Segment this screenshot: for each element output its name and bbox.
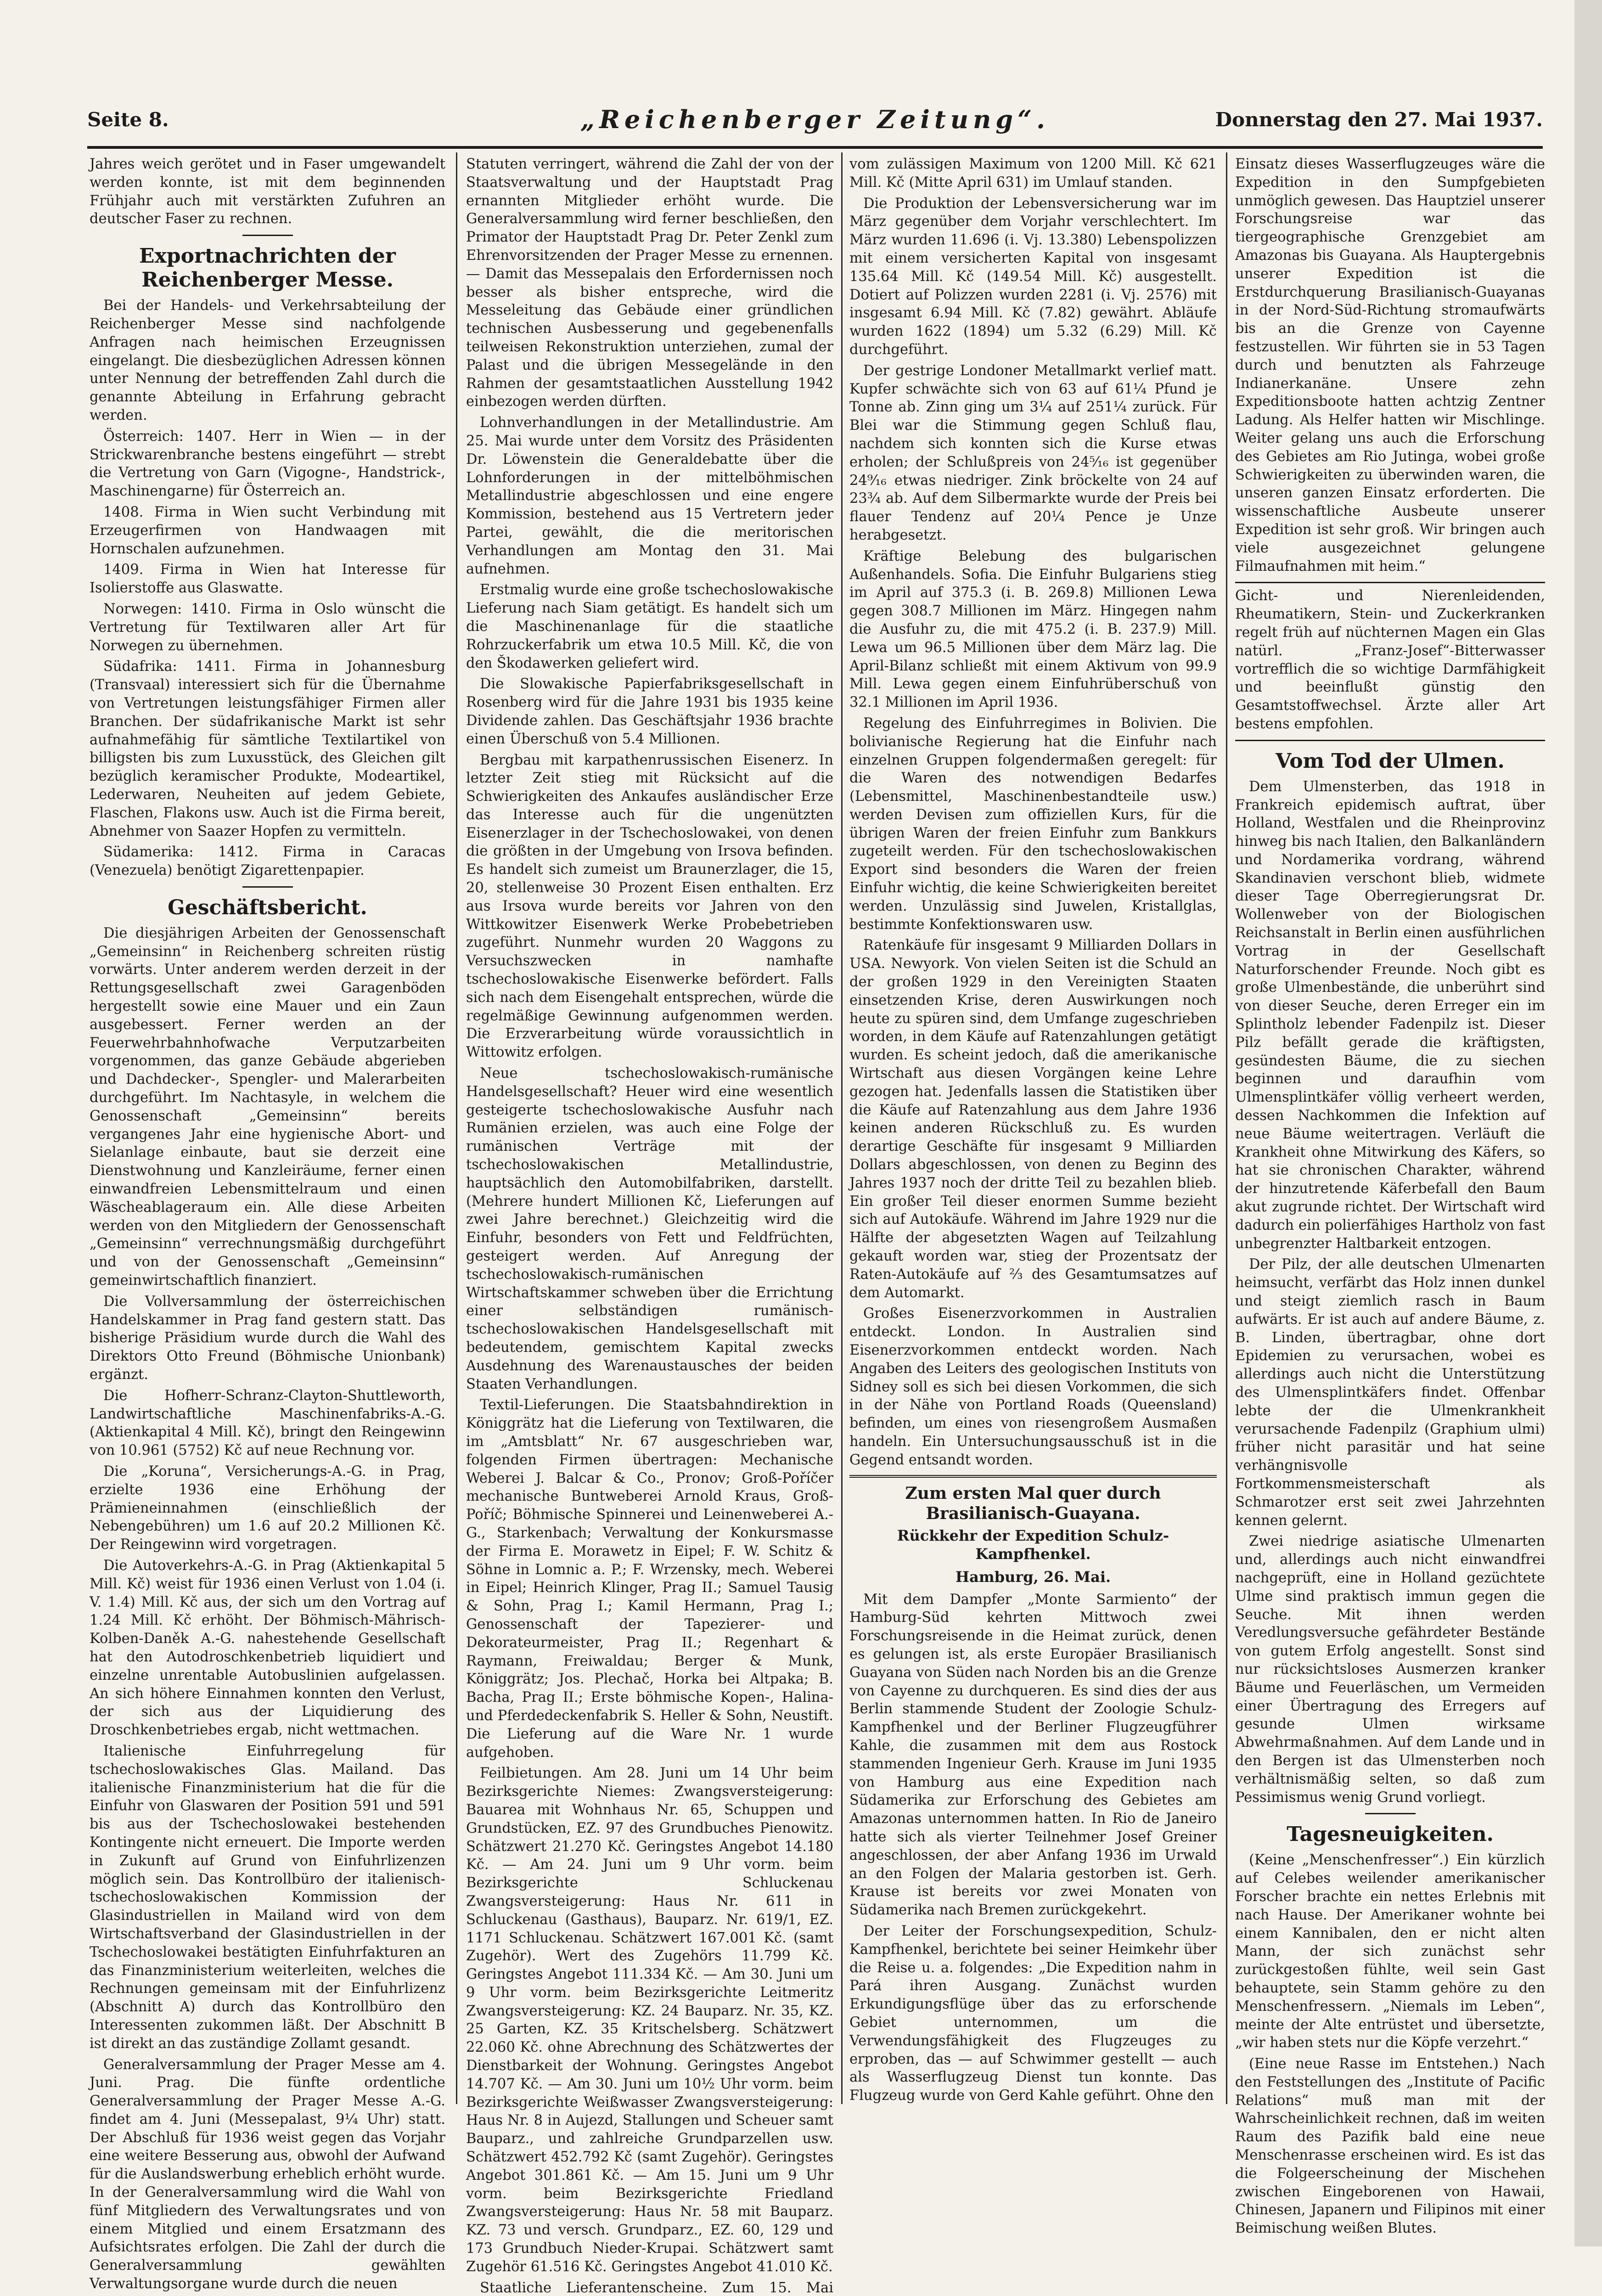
article-paragraph: Regelung des Einfuhrregimes in Bolivien. Die bolivianische Regierung hat die Einfuhr nach einzelnen Gruppen folgendermaßen geregelt: für die Waren des notwendigen Bedarfes (Lebensmittel, Maschinenbestandteile usw.) werden Devisen zum offiziellen Kurs, für die übrigen Waren der freien Einfuhr zum Bankkurs zugeteilt werden. Für den tschechoslowakischen Export sind besonders die Waren der freien Einfuhr wichtig, die keine Schwierigkeiten bereitet werden. Unzulässig sind Juwelen, Kristallglas, bestimmte Konfektionswaren usw. bbox=[849, 715, 1217, 933]
section-heading: Exportnachrichten der Reichenberger Messe. bbox=[139, 244, 396, 292]
article-paragraph: Italienische Einfuhrregelung für tschechoslowakisches Glas. Mailand. Das italienische Finanzministerium hat die für die Einfuhr von Glaswaren der Position 591 und 591 bis aus der Tschechoslowakei bestehenden Kontingente nicht erneuert. Die Importe werden in Zukunft auf Grund von Einfuhrlizenzen möglich sein. Das Kontrollbüro der italienisch-tschechoslowakischen Kommission der Glasindustriellen in Mailand wird von dem Wirtschaftsverband der Glasindustriellen in der Tschechoslowakei bestätigten Einfuhrfakturen an das Finanzministerium weiterleiten, welches die Rechnungen gemeinsam mit der Einfuhrlizenz (Abschnitt A) durch das Kontrollbüro den Interessenten zukommen läßt. Der Abschnitt B ist direkt an das zuständige Zollamt gesandt. bbox=[90, 1743, 445, 2052]
article-heading: Zum ersten Mal quer durch Brasilianisch-Guayana. bbox=[905, 1483, 1161, 1523]
article-paragraph: Norwegen: 1410. Firma in Oslo wünscht die Vertretung für Textilwaren aller Art für Norwegen zu übernehmen. bbox=[90, 601, 445, 654]
article-paragraph: 1408. Firma in Wien sucht Verbindung mit Erzeugerfirmen von Handwaagen mit Hornschalen aufzunehmen. bbox=[90, 504, 445, 557]
separator bbox=[849, 1475, 1217, 1478]
article-paragraph: Dem Ulmensterben, das 1918 in Frankreich epidemisch auftrat, über Holland, Westfalen und die Rheinprovinz hinweg bis nach Italien, den Balkanländern und Nordamerika vordrang, während Skandinavien verschont blieb, widmete dieser Tage Oberregierungsrat Dr. Wollenweber von der Biologischen Reichsanstalt in Berlin einen ausführlichen Vortrag in der Gesellschaft Naturforschender Freunde. Noch gibt es große Ulmenbestände, die unberührt sind von dieser Seuche, deren Erreger ein im Splintholz lebender Fadenpilz ist. Dieser Pilz befällt gerade die kräftigsten, gesündesten Bäume, die zu siechen beginnen und daraufhin vom Ulmensplintkäfer völlig verheert werden, dessen Nachkommen die Infektion auf neue Bäume weitertragen. Verläuft die Krankheit ohne Mitwirkung des Käfers, so hat sie chronischen Charakter, während der hinzutretende Käferbefall den Baum akut zugrunde richtet. Der Wirtschaft wird dadurch ein polierfähiges Hartholz von fast unbegrenzter Haltbarkeit entzogen. bbox=[1235, 778, 1545, 1252]
separator bbox=[1365, 1813, 1416, 1814]
advertisement-text: Gicht- und Nierenleidenden, Rheumatikern, Stein- und Zuckerkranken regelt früh auf nüchternen Magen ein Glas natürl. „Franz-Josef“-Bitterwasser vortrefflich die so wichtige Darmfähigkeit und beeinflußt günstig den Gesamtstoffwechsel. Ärzte aller Art bestens empfohlen. bbox=[1235, 588, 1545, 732]
article-paragraph: Generalversammlung der Prager Messe am 4. Juni. Prag. Die fünfte ordentliche Generalversammlung der Prager Messe A.-G. findet am 4. Juni (Messepalast, 9¼ Uhr) statt. Der Abschluß für 1936 weist gegen das Vorjahr eine weitere Besserung aus, obwohl der Aufwand für die Auslandswerbung erheblich erhöht wurde. In der Generalversammlung wird die Wahl von fünf Mitgliedern des Verwaltungsrates und von einem Mitglied und einem Ersatzmann des Aufsichtsrates erfolgen. Die Zahl der durch die Generalversammlung gewählten Verwaltungsorgane wurde durch die neuen bbox=[90, 2056, 445, 2292]
section-heading: Vom Tod der Ulmen. bbox=[1276, 749, 1505, 773]
article-paragraph: Österreich: 1407. Herr in Wien — in der Strickwarenbranche bestens eingeführt — strebt die Vertretung von Garn (Vigogne-, Handstrick-, Maschinengarne) für Österreich an. bbox=[90, 428, 445, 500]
article-paragraph: Erstmalig wurde eine große tschechoslowakische Lieferung nach Siam getätigt. Es handelt sich um die Maschinenanlage für die staatliche Rohrzuckerfabrik um etwa 10.5 Mill. Kč, die von den Škodawerken geliefert wird. bbox=[466, 582, 833, 671]
column-4 bbox=[1235, 155, 1545, 2237]
article-paragraph: Die Vollversammlung der österreichischen Handelskammer in Prag fand gestern statt. Das bisherige Präsidium wurde durch die Wahl des Direktors Otto Freund (Böhmische Unionbank) ergänzt. bbox=[90, 1293, 445, 1383]
article-paragraph: Die Slowakische Papierfabriksgesellschaft in Rosenberg wird für die Jahre 1931 bis 1935 keine Dividende zahlen. Das Geschäftsjahr 1936 brachte einen Überschuß von 5.4 Millionen. bbox=[466, 676, 833, 747]
article-paragraph: Jahres weich gerötet und in Faser umgewandelt werden konnte, ist mit dem beginnenden Frühjahr auch mit verstärkten Zufuhren an deutscher Faser zu rechnen. bbox=[90, 156, 445, 227]
article-paragraph: Feilbietungen. Am 28. Juni um 14 Uhr beim Bezirksgerichte Niemes: Zwangsversteigerung: Bauarea mit Wohnhaus Nr. 65, Schuppen und Grundstücken, EZ. 97 des Grundbuches Pienowitz. Schätzwert 21.270 Kč. Geringstes Angebot 14.180 Kč. — Am 24. Juni um 9 Uhr vorm. beim Bezirksgerichte Schluckenau Zwangsversteigerung: Haus Nr. 611 in Schluckenau (Gasthaus), Bauparz. Nr. 619/1, EZ. 1171 Schluckenau. Schätzwert 167.001 Kč. (samt Zugehör). Wert des Zugehörs 11.799 Kč. Geringstes Angebot 111.334 Kč. — Am 30. Juni um 9 Uhr vorm. beim Bezirksgerichte Leitmeritz Zwangsversteigerung: KZ. 24 Bauparz. Nr. 35, KZ. 25 Garten, KZ. 35 Kritschelsberg. Schätzwert 22.060 Kč. ohne Abrechnung des Schätzwertes der Dienstbarkeit der Wohnung. Geringstes Angebot 14.707 Kč. — Am 30. Juni um 10½ Uhr vorm. beim Bezirksgerichte Weißwasser Zwangsversteigerung: Haus Nr. 8 in Aujezd, Stallungen und Scheuer samt Bauparz., und zahlreiche Grundparzellen usw. Schätzwert 452.792 Kč (samt Zugehör). Geringstes Angebot 301.861 Kč. — Am 15. Juni um 9 Uhr vorm. beim Bezirksgerichte Friedland Zwangsversteigerung: Haus Nr. 58 mit Bauparz. KZ. 73 und versch. Grundparz., EZ. 60, 129 und 173 Grundbuch Nieder-Krupai. Schätzwert samt Zugehör 61.516 Kč. Geringstes Angebot 41.010 Kč. bbox=[466, 1765, 833, 2275]
column-2 bbox=[466, 155, 833, 2296]
article-paragraph: Die Autoverkehrs-A.-G. in Prag (Aktienkapital 5 Mill. Kč) weist für 1936 einen Verlust von 1.04 (i. V. 1.4) Mill. Kč aus, der sich um den Vortrag auf 1.24 Mill. Kč erhöht. Der Böhmisch-Mährisch-Kolben-Daněk A.-G. nahestehende Gesellschaft hat den Autodroschkenbetrieb liquidiert und einzelne unrentable Autobuslinien aufgelassen. An sich höhere Einnahmen konnten den Verlust, der sich aus der Liquidierung des Droschkenbetriebes ergab, nicht wettmachen. bbox=[90, 1557, 445, 1739]
article-paragraph: Neue tschechoslowakisch-rumänische Handelsgesellschaft? Heuer wird eine wesentlich gesteigerte tschechoslowakische Ausfuhr nach Rumänien erzielen, was auch eine Folge der rumänischen Verträge mit der tschechoslowakischen Metallindustrie, hauptsächlich den Automobilfabriken, darstellt. (Mehrere hundert Millionen Kč, Lieferungen auf zwei Jahre berechnet.) Gleichzeitig wird die Einfuhr, besonders von Fett und Feldfrüchten, gesteigert werden. Auf Anregung der tschechoslowakisch-rumänischen Wirtschaftskammer schweben über die Errichtung einer selbständigen rumänisch-tschechoslowakischen Handelsgesellschaft mit bedeutendem, gemischtem Kapital zwecks Ausdehnung des Warenaustausches der beiden Staaten Verhandlungen. bbox=[466, 1065, 833, 1392]
separator bbox=[242, 235, 293, 236]
article-paragraph: Südafrika: 1411. Firma in Johannesburg (Transvaal) interessiert sich für die Übernahme von Vertretungen leistungsfähiger Firmen aller Branchen. Der südafrikanische Markt ist sehr aufnahmefähig für sämtliche Textilartikel von billigsten bis zum Luxusstück, des Gleichen gilt bezüglich keramischer Produkte, Modeartikel, Lederwaren, Neuheiten auf jedem Gebiete, Flaschen, Flakons usw. Auch ist die Firma bereit, Abnehmer von Saazer Hopfen zu vermitteln. bbox=[90, 658, 445, 839]
issue-date: Donnerstag den 27. Mai 1937. bbox=[1215, 108, 1543, 131]
article-paragraph: Die Hofherr-Schranz-Clayton-Shuttleworth, Landwirtschaftliche Maschinenfabriks-A.-G. (Aktienkapital 4 Mill. Kč), bringt den Reingewinn von 10.961 (5752) Kč auf neue Rechnung vor. bbox=[90, 1387, 445, 1459]
section-heading: Geschäftsbericht. bbox=[168, 895, 367, 919]
header-rule bbox=[87, 146, 1543, 149]
article-paragraph: vom zulässigen Maximum von 1200 Mill. Kč 621 Mill. Kč (Mitte April 631) im Umlauf standen. bbox=[849, 156, 1217, 191]
column-3 bbox=[849, 155, 1217, 2102]
masthead: „Reichenberger Zeitung“. bbox=[580, 105, 1050, 134]
article-paragraph: Südamerika: 1412. Firma in Caracas (Venezuela) benötigt Zigarettenpapier. bbox=[90, 844, 445, 879]
article-subheading: Rückkehr der Expedition Schulz-Kampfhenkel. bbox=[897, 1526, 1169, 1563]
article-paragraph: Staatliche Lieferantenscheine. Zum 15. Mai bbox=[480, 2279, 833, 2296]
article-paragraph: (Eine neue Rasse im Entstehen.) Nach den Feststellungen des „Institute of Pacific Relations“ muß man mit der Wahrscheinlichkeit rechnen, daß im weiten Raum des Pazifik bald eine neue Menschenrasse erscheinen wird. Es ist das die Folgeerscheinung der Mischehen zwischen Eingeborenen von Hawaii, Chinesen, Japanern und Filipinos mit einer Beimischung weißen Blutes. bbox=[1235, 2056, 1545, 2237]
page-header bbox=[87, 105, 1543, 141]
article-paragraph: Der Pilz, der alle deutschen Ulmenarten heimsucht, verfärbt das Holz innen dunkel und steigt ziemlich rasch in Baum aufwärts. Er ist auch auf andere Bäume, z. B. Linden, übertragbar, ohne dort Epidemien zu verursachen, wobei es allerdings auch nicht die Unterstützung des Ulmensplintkäfers findet. Offenbar lebte der die Ulmenkrankheit verursachende Fadenpilz (Graphium ulmi) früher nicht parasitär und hat seine verhängnisvolle Fortkommensmeisterschaft als Schmarotzer erst seit zwei Jahrzehnten kennen gelernt. bbox=[1235, 1256, 1545, 1529]
article-paragraph: Statuten verringert, während die Zahl der von der Staatsverwaltung und der Hauptstadt Prag ernannten Mitglieder erhöht wurde. Die Generalversammlung wird ferner beschließen, den Primator der Hauptstadt Prag Dr. Peter Zenkl zum Ehrenvorsitzenden der Prager Messe zu ernennen. — Damit das Messepalais den Erfordernissen noch besser als bisher entspreche, wird die Messeleitung das Gebäude einer gründlichen technischen Ausbesserung und gegebenenfalls teilweisen Rekonstruktion unterziehen, zumal der Palast und die übrigen Messegelände in den Rahmen der gesamtstaatlichen Ausstellung 1942 einbezogen werden dürften. bbox=[466, 156, 833, 410]
article-paragraph: 1409. Firma in Wien hat Interesse für Isolierstoffe aus Glaswatte. bbox=[90, 562, 445, 597]
advertisement-box bbox=[1235, 582, 1545, 741]
article-paragraph: Textil-Lieferungen. Die Staatsbahndirektion in Königgrätz hat die Lieferung von Textilwaren, die im „Amtsblatt“ Nr. 67 ausgeschrieben war, folgenden Firmen übertragen: Mechanische Weberei J. Balcar & Co., Pronov; Groß-Poříčer mechanische Buntweberei Arnold Kraus, Groß-Poříč; Böhmische Spinnerei und Leinenweberei A.-G., Starkenbach; Verwaltung der Konkursmasse der Firma E. Morawetz in Eipel; F. W. Schitz & Söhne in Lomnic a. P.; F. Wrzensky, mech. Weberei in Eipel; Heinrich Klinger, Prag II.; Samuel Tausig & Sohn, Prag I.; Kamil Hermann, Prag I.; Genossenschaft der Tapezierer- und Dekorateurmeister, Prag II.; Regenhart & Raymann, Freiwaldau; Berger & Munk, Königgrätz; Jos. Plechač, Horka bei Altpaka; B. Bacha, Prag II.; Erste böhmische Kopen-, Halina- und Pferdedeckenfabrik S. Heller & Sohn, Neustift. Die Lieferung auf die Ware Nr. 1 wurde aufgehoben. bbox=[466, 1397, 833, 1761]
scan-edge bbox=[1574, 0, 1602, 2246]
article-paragraph: Zwei niedrige asiatische Ulmenarten und, allerdings auch nicht einwandfrei nachgeprüft, eine in Holland gezüchtete Ulme sind praktisch immun gegen die Seuche. Mit ihnen werden Veredlungsversuche gefährdeter Bestände von gutem Erfolg angestellt. Sonst sind nur rücksichtsloses Ausmerzen kranker Bäume und Feuerläschen, um Vermeiden einer Übertragung des Erregers auf gesunde Ulmen wirksame Abwehrmaßnahmen. Auf dem Lande und in den Bergen ist das Ulmensterben noch verhältnismäßig selten, so daß zum Pessimismus wenig Grund vorliegt. bbox=[1235, 1533, 1545, 1806]
article-paragraph: Der gestrige Londoner Metallmarkt verlief matt. Kupfer schwächte sich von 63 auf 61¼ Pfund je Tonne ab. Zinn ging um 3¼ auf 251¼ zurück. Für Blei war die Stimmung gegen Schluß flau, nachdem sich konnten sich die Kurse etwas erholen; der Schlußpreis von 24⁵⁄₁₆ ist gegenüber 24⁹⁄₁₆ etwas niedriger. Zink bröckelte von 24 auf 23¾ ab. Auf dem Silbermarkte wurde der Preis bei flauer Tendenz auf 20¼ Pence je Unze herabgesetzt. bbox=[849, 362, 1217, 543]
column-1 bbox=[90, 155, 445, 2292]
article-paragraph: Bergbau mit karpathenrussischen Eisenerz. In letzter Zeit stieg mit Rücksicht auf die Schwierigkeiten des Ankaufes ausländischer Erze das Interesse auch für die ungenützten Eisenerzlager in der Tschechoslowakei, von denen die größten in der Umgebung von Irsova befinden. Es handelt sich zumeist um Braunerzlager, die 15, 20, stellenweise 30 Prozent Eisen enthalten. Erz aus Irsova wurde bereits vor Jahren von den Wittkowitzer Eisenwerk Werke Probebetrieben zugeführt. Nunmehr wurden 20 Waggons zu Versuchszwecken in namhafte tschechoslowakische Eisenwerke befördert. Falls sich nach dem Eisengehalt entsprechen, würde die regelmäßige Gewinnung aufgenommen werden. Die Erzverarbeitung würde voraussichtlich in Wittowitz erfolgen. bbox=[466, 752, 833, 1061]
article-paragraph: Kräftige Belebung des bulgarischen Außenhandels. Sofia. Die Einfuhr Bulgariens stieg im April auf 375.3 (i. B. 269.8) Millionen Lewa gegen 308.7 Millionen im März. Hingegen nahm die Ausfuhr zu, die mit 475.2 (i. B. 237.9) Mill. Lewa um 96.5 Millionen über dem März lag. Die April-Bilanz schließt mit einem Aktivum von 99.9 Mill. Lewa gegen einem Einfuhrüberschuß von 32.1 Millionen im April 1936. bbox=[849, 548, 1217, 711]
article-paragraph: (Keine „Menschenfresser“.) Ein kürzlich auf Celebes weilender amerikanischer Forscher brachte ein nettes Erlebnis mit nach Hause. Der Amerikaner wohnte bei einem Kannibalen, den er nicht alten Mann, der sich zunächst sehr zurückgestoßen fühlte, weil sein Gast behauptete, sein Stamm gehöre zu den Menschenfressern. „Niemals im Leben“, meinte der Alte entrüstet und übersetzte, „wir haben stets nur die Köpfe verzehrt.“ bbox=[1235, 1852, 1545, 2051]
section-heading: Tagesneuigkeiten. bbox=[1287, 1823, 1494, 1846]
column-rule bbox=[456, 152, 457, 2104]
article-dateline: Hamburg, 26. Mai. bbox=[955, 1568, 1111, 1586]
article-paragraph: Die diesjährigen Arbeiten der Genossenschaft „Gemeinsinn“ in Reichenberg schreiten rüstig vorwärts. Unter anderem werden derzeit in der Rettungsgesellschaft zwei Garagenböden hergestellt sowie eine Mauer und ein Zaun ausgebessert. Ferner werden an der Feuerwehrbahnhofwache Verputzarbeiten vorgenommen, das ganze Gebäude abgerieben und Dachdecker-, Spengler- und Malerarbeiten durchgeführt. Im Nachtasyle, in welchem die Genossenschaft „Gemeinsinn“ bereits vergangenes Jahr eine hygienische Abort- und Sielanlage einbaute, baut sie derzeit eine Dienstwohnung und Kanzleiräume, ferner einen einwandfreien Lebensmittelraum und einen Wäscheablageraum ein. Alle diese Arbeiten werden von den Mitgliedern der Genossenschaft „Gemeinsinn“ verrechnungsmäßig durchgeführt und von der Genossenschaft „Gemeinsinn“ gemeinwirtschaftlich finanziert. bbox=[90, 925, 445, 1289]
article-paragraph: Bei der Handels- und Verkehrsabteilung der Reichenberger Messe sind nachfolgende Anfragen nach heimischen Erzeugnissen eingelangt. Die diesbezüglichen Adressen können unter Nennung der betreffenden Zahl durch die genannte Abteilung in Erfahrung gebracht werden. bbox=[90, 298, 445, 423]
article-paragraph: Großes Eisenerzvorkommen in Australien entdeckt. London. In Australien sind Eisenerzvorkommen entdeckt worden. Nach Angaben des Leiters des geologischen Instituts von Sidney soll es sich bei diesen Vorkommen, die sich in der Nähe von Portland Roads (Queensland) befinden, um eines von riesengroßem Ausmaßen handeln. Ein Untersuchungsausschuß ist in die Gegend entsandt worden. bbox=[849, 1306, 1217, 1468]
article-paragraph: Lohnverhandlungen in der Metallindustrie. Am 25. Mai wurde unter dem Vorsitz des Präsidenten Dr. Löwenstein die Generaldebatte über die Lohnforderungen in der mittelböhmischen Metallindustrie abgeschlossen und eine engere Kommission, bestehend aus 15 Vertretern jeder Partei, gewählt, die die meritorischen Verhandlungen am Montag den 31. Mai aufnehmen. bbox=[466, 415, 833, 577]
article-paragraph: Der Leiter der Forschungsexpedition, Schulz-Kampfhenkel, berichtete bei seiner Heimkehr über die Reise u. a. folgendes: „Die Expedition nahm in Pará ihren Ausgang. Zunächst wurden Erkundigungsflüge über das zu erforschende Gebiet unternommen, um die Verwendungsfähigkeit des Flugzeuges zu erproben, das — auf Schwimmer gestellt — auch als Wasserflugzeug Dienst tun konnte. Das Flugzeug wurde von Gerd Kahle geführt. Ohne den bbox=[849, 1923, 1217, 2104]
column-rule bbox=[841, 152, 843, 2104]
article-paragraph: Die „Koruna“, Versicherungs-A.-G. in Prag, erzielte 1936 eine Erhöhung der Prämieneinnahmen (einschließlich der Nebengebühren) um 1.6 auf 20.2 Millionen Kč. Der Reingewinn wird vorgetragen. bbox=[90, 1463, 445, 1553]
separator bbox=[242, 886, 293, 888]
page-number: Seite 8. bbox=[87, 108, 169, 131]
article-paragraph: Mit dem Dampfer „Monte Sarmiento“ der Hamburg-Süd kehrten Mittwoch zwei Forschungsreisende in die Heimat zurück, denen es gelungen ist, als erste Europäer Brasilianisch Guayana von Süden nach Norden bis an die Grenze von Cayenne zu durchqueren. Es sind dies der aus Berlin stammende Student der Zoologie Schulz-Kampfhenkel und der Berliner Flugzeugführer Kahle, die zusammen mit dem aus Rostock stammenden Ingenieur Gerh. Krause im Juni 1935 von Hamburg aus eine Expedition nach Südamerika zur Erforschung des Gebietes am Amazonas unternommen hatten. In Rio de Janeiro hatte sich als vierter Teilnehmer Josef Greiner angeschlossen, der aber Anfang 1936 im Urwald an den Folgen der Malaria gestorben ist. Gerh. Krause ist bereits vor zwei Monaten von Südamerika nach Bremen zurückgekehrt. bbox=[849, 1591, 1217, 1919]
article-paragraph: Ratenkäufe für insgesamt 9 Milliarden Dollars in USA. Newyork. Von vielen Seiten ist die Schuld an der großen 1929 in den Vereinigten Staaten einsetzenden Krise, deren Auswirkungen noch heute zu spüren sind, dem Umfange zugeschrieben worden, in dem Käufe auf Ratenzahlungen getätigt wurden. Es scheint jedoch, daß die amerikanische Wirtschaft aus diesen Vorgängen keine Lehre gezogen hat. Jedenfalls lassen die Statistiken über die Käufe auf Ratenzahlung aus dem Jahre 1936 keinen anderen Rückschluß zu. Es wurden derartige Geschäfte für insgesamt 9 Milliarden Dollars abgeschlossen, von denen zu Beginn des Jahres 1937 noch der dritte Teil zu bezahlen blieb. Ein großer Teil dieser enormen Summe bezieht sich auf Autokäufe. Während im Jahre 1929 nur die Hälfte der abgesetzten Wagen auf Teilzahlung gekauft worden war, stieg der Prozentsatz der Raten-Autokäufe auf ⅔ des Gesamtumsatzes auf dem Automarkt. bbox=[849, 937, 1217, 1301]
column-rule bbox=[1226, 152, 1227, 2104]
article-paragraph: Einsatz dieses Wasserflugzeuges wäre die Expedition in den Sumpfgebieten unmöglich gewesen. Das Hauptziel unserer Forschungsreise war das tiergeographische Grenzgebiet am Amazonas bis Guayana. Als Hauptergebnis unserer Expedition ist die Erstdurchquerung Brasilianisch-Guayanas in der Nord-Süd-Richtung stromaufwärts bis an die Grenze von Cayenne festzustellen. Wir führten sie in 53 Tagen durch und benutzten als Fahrzeuge Indianerkanäne. Unsere zehn Expeditionsboote hatten achtzig Zentner Ladung. Als Helfer hatten wir Mischlinge. Weiter gelang uns auch die Erforschung des Gebietes am Rio Jutinga, wobei große Schwierigkeiten zu überwinden waren, die unseren ganzen Einsatz erforderten. Die wissenschaftliche Ausbeute unserer Expedition ist sehr groß. Wir bringen auch viele ausgezeichnet gelungene Filmaufnahmen mit heim.“ bbox=[1235, 156, 1545, 574]
article-paragraph: Die Produktion der Lebensversicherung war im März gegenüber dem Vorjahr verschlechtert. Im März wurden 11.696 (i. Vj. 13.380) Lebenspolizzen mit einem versicherten Kapital von insgesamt 135.64 Mill. Kč (149.54 Mill. Kč) ausgestellt. Dotiert auf Polizzen wurden 2281 (i. Vj. 2576) mit insgesamt 6.94 Mill. Kč (7.82) gewährt. Abläufe wurden 1622 (1894) um 5.32 (6.29) Mill. Kč durchgeführt. bbox=[849, 195, 1217, 358]
